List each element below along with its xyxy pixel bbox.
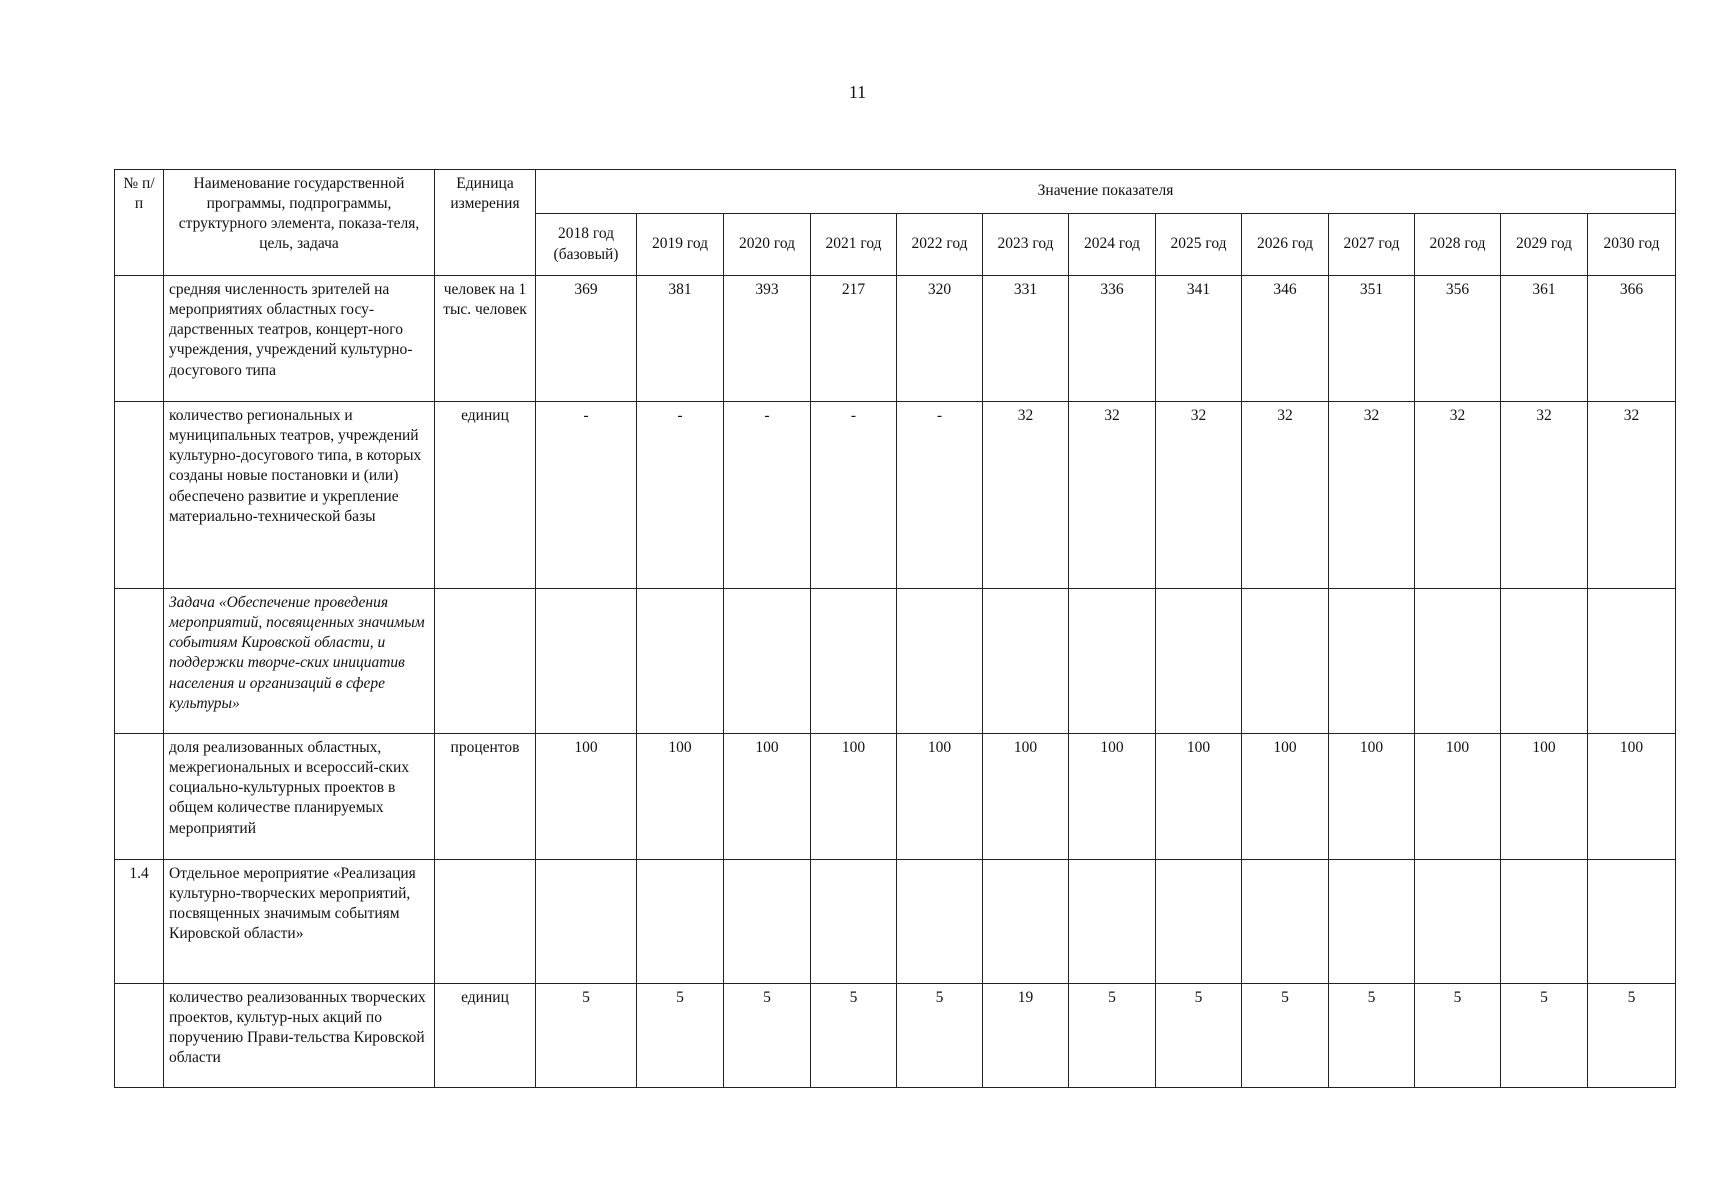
- value-cell: 100: [983, 734, 1069, 860]
- value-cell: 100: [536, 734, 637, 860]
- value-cell: [1156, 860, 1242, 984]
- value-cell: 100: [1242, 734, 1329, 860]
- value-cell: 356: [1415, 276, 1501, 402]
- value-cell: 32: [1415, 402, 1501, 589]
- value-cell: [1415, 860, 1501, 984]
- value-cell: [897, 589, 983, 734]
- unit-cell: [435, 860, 536, 984]
- row-num: [115, 734, 164, 860]
- value-cell: 32: [1156, 402, 1242, 589]
- value-cell: [536, 860, 637, 984]
- table-row: [115, 589, 1676, 734]
- value-cell: [637, 589, 724, 734]
- value-cell: [1588, 589, 1676, 734]
- row-num: [115, 402, 164, 589]
- value-cell: 5: [1501, 984, 1588, 1088]
- header-name: Наименование государственной программы, подпрограммы, структурного элемента, показа-теля, цель, задача: [164, 170, 435, 276]
- value-cell: -: [724, 402, 811, 589]
- value-cell: 5: [1415, 984, 1501, 1088]
- measure-name: Отдельное мероприятие «Реализация культурно-творческих мероприятий, посвященных значимым событиям Кировской области»: [164, 860, 435, 984]
- row-num: [115, 984, 164, 1088]
- header-year: 2030 год: [1588, 214, 1676, 276]
- header-values: Значение показателя: [536, 170, 1676, 214]
- value-cell: 32: [1242, 402, 1329, 589]
- value-cell: 100: [637, 734, 724, 860]
- value-cell: 5: [1588, 984, 1676, 1088]
- value-cell: -: [897, 402, 983, 589]
- header-year: 2027 год: [1329, 214, 1415, 276]
- value-cell: -: [811, 402, 897, 589]
- indicator-name: средняя численность зрителей на мероприятиях областных госу-дарственных театров, концерт-ного учреждения, учреждений культурно-досугового типа: [164, 276, 435, 402]
- value-cell: 100: [897, 734, 983, 860]
- header-year: 2025 год: [1156, 214, 1242, 276]
- value-cell: -: [536, 402, 637, 589]
- header-year: 2021 год: [811, 214, 897, 276]
- value-cell: 5: [897, 984, 983, 1088]
- indicator-name: количество региональных и муниципальных театров, учреждений культурно-досугового типа, в которых созданы новые постановки и (или) обеспечено развитие и укрепление материально-технической базы: [164, 402, 435, 589]
- value-cell: 5: [724, 984, 811, 1088]
- value-cell: [1242, 860, 1329, 984]
- value-cell: 100: [1415, 734, 1501, 860]
- value-cell: 320: [897, 276, 983, 402]
- value-cell: [1329, 589, 1415, 734]
- value-cell: 5: [536, 984, 637, 1088]
- header-year: 2020 год: [724, 214, 811, 276]
- value-cell: 19: [983, 984, 1069, 1088]
- header-year: 2026 год: [1242, 214, 1329, 276]
- value-cell: 100: [1501, 734, 1588, 860]
- value-cell: 32: [1588, 402, 1676, 589]
- value-cell: [724, 860, 811, 984]
- indicator-name: доля реализованных областных, межрегиональных и всероссий-ских социально-культурных проектов в общем количестве планируемых мероприятий: [164, 734, 435, 860]
- row-num: 1.4: [115, 860, 164, 984]
- value-cell: [897, 860, 983, 984]
- value-cell: 32: [1069, 402, 1156, 589]
- value-cell: [1501, 860, 1588, 984]
- value-cell: 341: [1156, 276, 1242, 402]
- value-cell: 381: [637, 276, 724, 402]
- value-cell: [1501, 589, 1588, 734]
- header-year: 2018 год (базовый): [536, 214, 637, 276]
- value-cell: 100: [811, 734, 897, 860]
- header-unit: Единица измерения: [435, 170, 536, 276]
- value-cell: 393: [724, 276, 811, 402]
- value-cell: 331: [983, 276, 1069, 402]
- value-cell: 100: [1588, 734, 1676, 860]
- value-cell: [637, 860, 724, 984]
- table-header: [115, 170, 1676, 276]
- value-cell: 32: [983, 402, 1069, 589]
- value-cell: 5: [1156, 984, 1242, 1088]
- table-row: [115, 984, 1676, 1088]
- unit-cell: единиц: [435, 984, 536, 1088]
- indicators-table: [114, 169, 1676, 1088]
- value-cell: [983, 860, 1069, 984]
- value-cell: -: [637, 402, 724, 589]
- table-row: [115, 860, 1676, 984]
- value-cell: 5: [637, 984, 724, 1088]
- value-cell: 369: [536, 276, 637, 402]
- unit-cell: [435, 589, 536, 734]
- header-year: 2029 год: [1501, 214, 1588, 276]
- value-cell: [1415, 589, 1501, 734]
- value-cell: 5: [1069, 984, 1156, 1088]
- value-cell: 100: [1156, 734, 1242, 860]
- header-year: 2022 год: [897, 214, 983, 276]
- header-year: 2024 год: [1069, 214, 1156, 276]
- value-cell: [1329, 860, 1415, 984]
- row-num: [115, 589, 164, 734]
- value-cell: 100: [724, 734, 811, 860]
- task-name: Задача «Обеспечение проведения мероприятий, посвященных значимым событиям Кировской области, и поддержки творче-ских инициатив населения и организаций в сфере культуры»: [164, 589, 435, 734]
- table-row: [115, 402, 1676, 589]
- value-cell: [1588, 860, 1676, 984]
- value-cell: 346: [1242, 276, 1329, 402]
- page-number: 11: [848, 82, 867, 102]
- header-year: 2028 год: [1415, 214, 1501, 276]
- value-cell: [536, 589, 637, 734]
- header-year: 2023 год: [983, 214, 1069, 276]
- value-cell: 5: [1242, 984, 1329, 1088]
- value-cell: [811, 589, 897, 734]
- header-num: № п/п: [115, 170, 164, 276]
- value-cell: 100: [1069, 734, 1156, 860]
- indicator-name: количество реализованных творческих проектов, культур-ных акций по поручению Прави-тельства Кировской области: [164, 984, 435, 1088]
- value-cell: 217: [811, 276, 897, 402]
- value-cell: 5: [1329, 984, 1415, 1088]
- value-cell: 336: [1069, 276, 1156, 402]
- table-row: [115, 276, 1676, 402]
- value-cell: [983, 589, 1069, 734]
- value-cell: [1069, 860, 1156, 984]
- value-cell: [724, 589, 811, 734]
- value-cell: 32: [1329, 402, 1415, 589]
- value-cell: [1069, 589, 1156, 734]
- unit-cell: процентов: [435, 734, 536, 860]
- value-cell: [1242, 589, 1329, 734]
- value-cell: [1156, 589, 1242, 734]
- value-cell: 351: [1329, 276, 1415, 402]
- value-cell: 100: [1329, 734, 1415, 860]
- value-cell: 366: [1588, 276, 1676, 402]
- header-year: 2019 год: [637, 214, 724, 276]
- value-cell: 361: [1501, 276, 1588, 402]
- unit-cell: человек на 1 тыс. человек: [435, 276, 536, 402]
- value-cell: [811, 860, 897, 984]
- row-num: [115, 276, 164, 402]
- unit-cell: единиц: [435, 402, 536, 589]
- value-cell: 5: [811, 984, 897, 1088]
- value-cell: 32: [1501, 402, 1588, 589]
- table-row: [115, 734, 1676, 860]
